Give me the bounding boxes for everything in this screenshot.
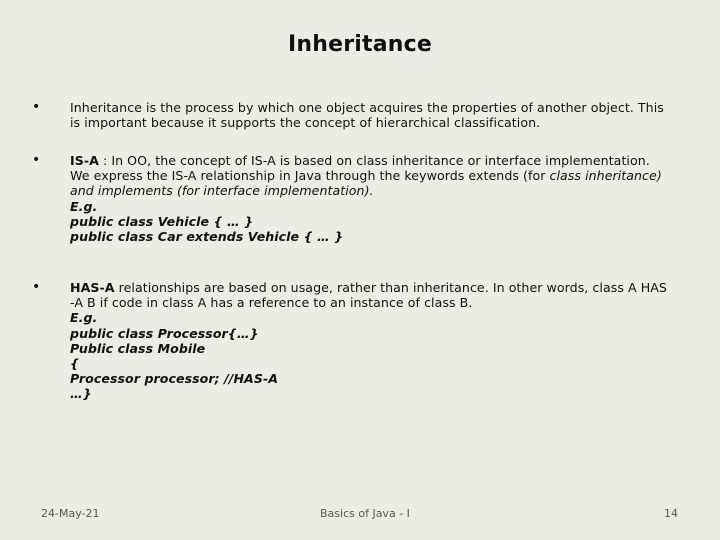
- code-line: {: [70, 356, 80, 372]
- text-line: is important because it supports the concept of hierarchical classification.: [70, 115, 541, 131]
- emphasis-text: class inheritance): [549, 168, 662, 184]
- code-line: Public class Mobile: [70, 340, 206, 356]
- bullet-content: [70, 100, 682, 130]
- page-number: 14: [664, 507, 678, 520]
- text-line: [70, 280, 682, 295]
- text-segment: relationships are based on usage, rather than inheritance. In other words, class A HAS: [114, 280, 667, 295]
- bullet-has-a: [32, 280, 682, 402]
- code-line: public class Processor{…}: [70, 325, 259, 341]
- bullet-inheritance-definition: [32, 100, 682, 130]
- bullet-is-a: [32, 153, 682, 244]
- example-label: E.g.: [70, 310, 98, 326]
- footer-date: 24-May-21: [41, 507, 100, 520]
- text-line: and implements (for interface implementation).: [70, 183, 374, 199]
- example-label: E.g.: [70, 198, 98, 214]
- term-has-a: HAS-A: [70, 280, 115, 295]
- bullet-point: •: [32, 152, 41, 168]
- code-line: public class Car extends Vehicle { … }: [70, 229, 344, 245]
- text-line: [70, 153, 682, 168]
- text-line: Inheritance is the process by which one object acquires the properties of another object. This: [70, 100, 664, 115]
- slide-title: Inheritance: [287, 32, 432, 57]
- bullet-content: [70, 280, 682, 402]
- bullet-point: •: [32, 99, 41, 115]
- text-line: -A B if code in class A has a reference to an instance of class B.: [70, 295, 473, 311]
- bullet-content: [70, 153, 682, 244]
- bullet-point: •: [32, 279, 41, 295]
- text-segment: : In OO, the concept of IS-A is based on class inheritance or interface implementation.: [98, 153, 650, 168]
- text-line: [70, 168, 682, 183]
- code-line: …}: [70, 386, 92, 402]
- footer-title: Basics of Java - I: [320, 507, 410, 520]
- text-segment: We express the IS-A relationship in Java through the keywords extends (for: [70, 168, 550, 184]
- term-is-a: IS-A: [70, 153, 99, 168]
- code-line: Processor processor; //HAS-A: [70, 371, 279, 387]
- code-line: public class Vehicle { … }: [70, 213, 254, 229]
